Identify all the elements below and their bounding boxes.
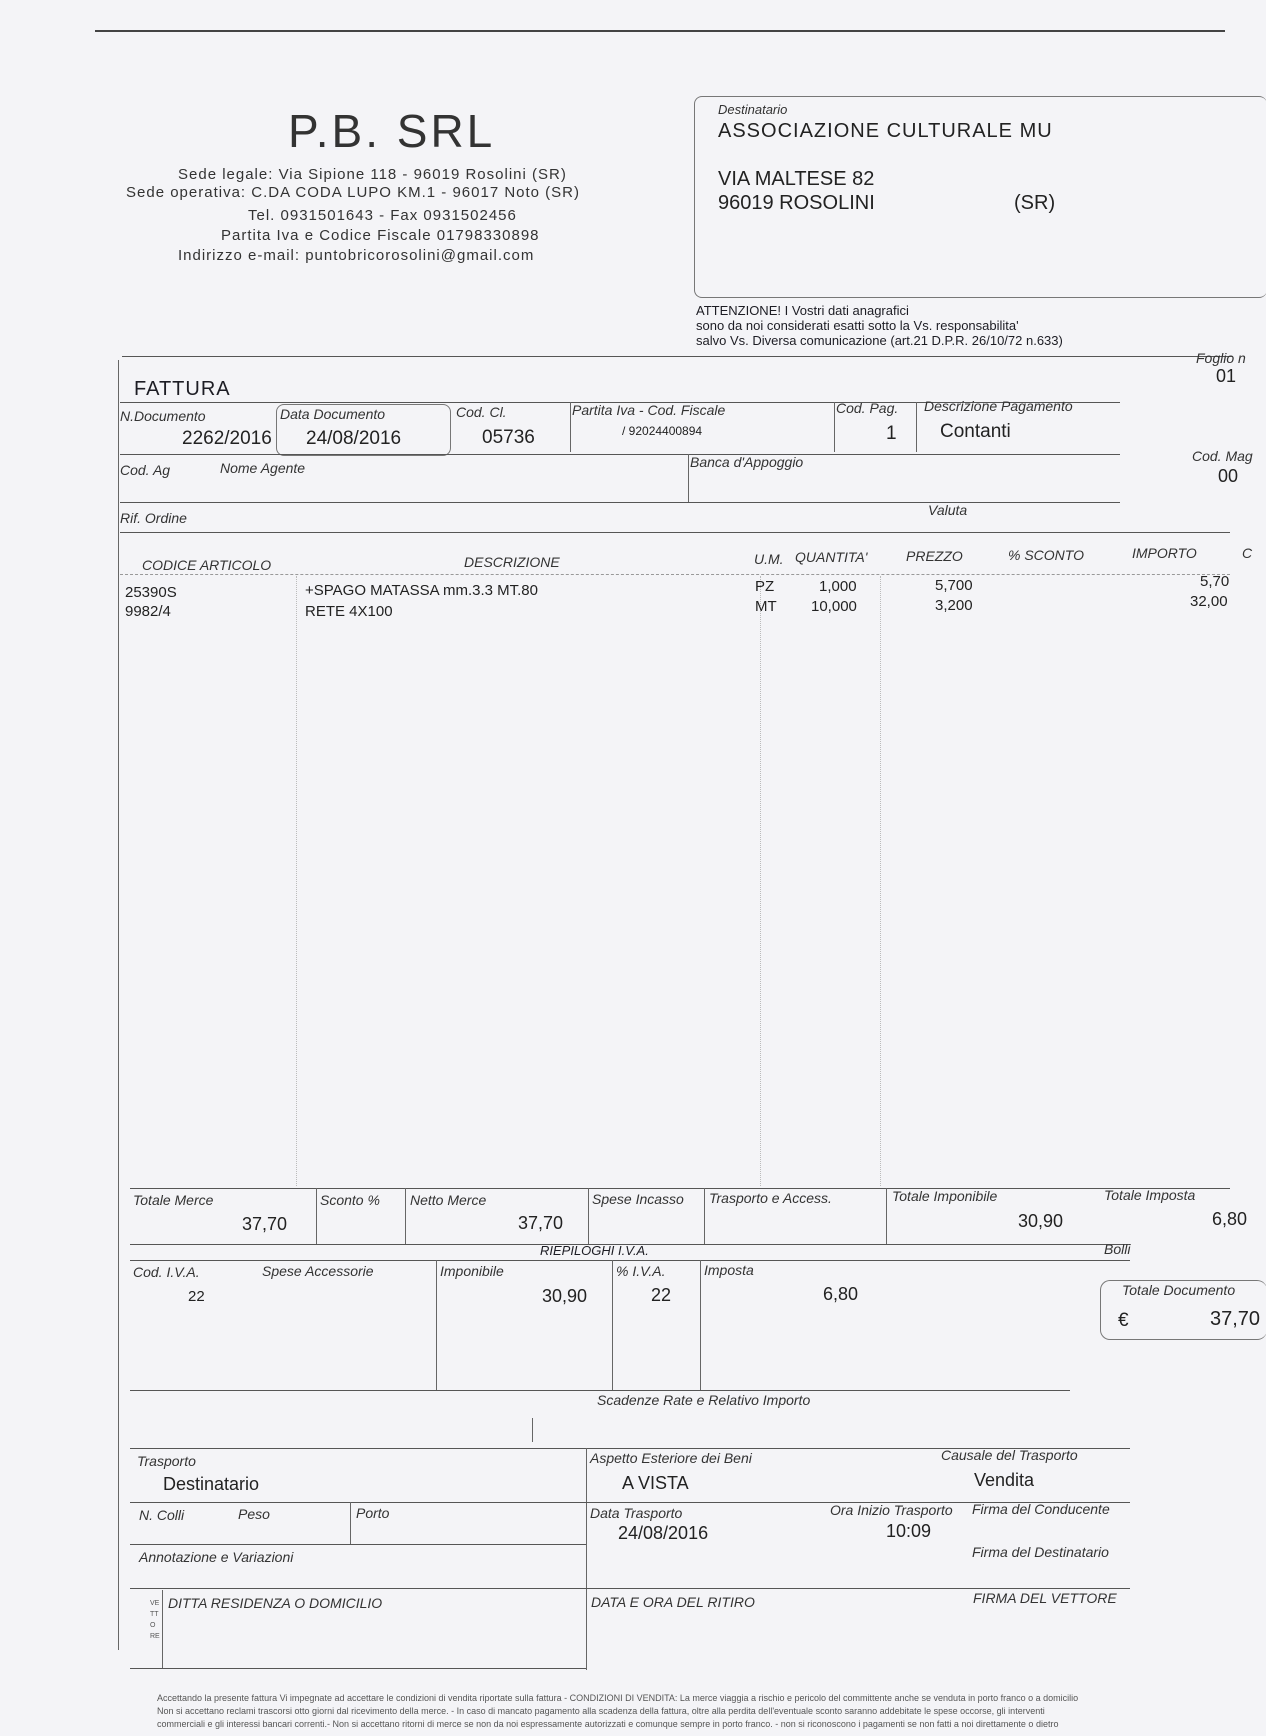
col-header-codice: CODICE ARTICOLO [142,557,272,573]
company-tel-fax: Tel. 0931501643 - Fax 0931502456 [248,207,517,224]
porto-label: Porto [356,1505,390,1521]
items-header-rule [120,574,1230,575]
totals-top-rule [130,1188,1230,1189]
iva-perc-label: % I.V.A. [616,1263,666,1279]
cod-mag: 00 [1218,466,1239,486]
notice-line-1: ATTENZIONE! I Vostri dati anagrafici [696,303,909,318]
company-email: Indirizzo e-mail: puntobricorosolini@gmail.com [178,247,535,264]
footer-conditions-line-2: Non si accettano reclami trascorsi otto giorni dal ricevimento della merce. - In caso di mancato pagamento alla scadenza della fattura, oltre alla perdita dell'eventuale sconto saranno addebitate le spese occorse, gli interventi [157,1706,1045,1716]
destinatario-province: (SR) [1014,192,1056,214]
col-header-importo: IMPORTO [1132,545,1197,561]
ora-inizio: 10:09 [886,1521,932,1541]
company-sede-operativa: Sede operativa: C.DA CODA LUPO KM.1 - 96017 Noto (SR) [126,184,581,201]
totals-divider-5 [886,1188,887,1244]
scadenze-label: Scadenze Rate e Relativo Importo [597,1392,811,1408]
iva-title: RIEPILOGHI I.V.A. [540,1243,649,1258]
totale-imposta-label: Totale Imposta [1104,1187,1196,1203]
cod-iva: 22 [188,1288,205,1305]
totale-merce: 37,70 [242,1214,288,1234]
nome-agente-label: Nome Agente [220,460,306,476]
frame-left-rule [118,360,119,1650]
item-um: PZ [755,578,775,595]
netto-merce: 37,70 [518,1213,564,1233]
desc-pag: Contanti [940,421,1011,442]
iva-perc: 22 [651,1285,672,1305]
doc-date: 24/08/2016 [306,428,402,449]
col-header-descrizione: DESCRIZIONE [464,554,560,570]
totale-documento: 37,70 [1210,1308,1261,1330]
frame-top-rule [122,356,1232,357]
totale-merce-label: Totale Merce [133,1192,214,1208]
destinatario-city: 96019 ROSOLINI [718,192,875,214]
cod-cliente: 05736 [482,427,535,448]
colli-label: N. Colli [139,1507,185,1523]
foglio-label: Foglio n [1196,350,1246,366]
vettore-top-rule [130,1588,1130,1589]
aspetto-label: Aspetto Esteriore dei Beni [590,1450,752,1466]
totals-divider-1 [316,1188,317,1244]
causale-value: Vendita [974,1470,1035,1490]
company-sede-legale: Sede legale: Via Sipione 118 - 96019 Rosolini (SR) [178,166,567,183]
col-header-um: U.M. [754,551,784,567]
col-header-sconto: % SCONTO [1008,547,1084,563]
spese-incasso-label: Spese Incasso [592,1191,684,1207]
causale-label: Causale del Trasporto [941,1447,1078,1463]
totale-imposta: 6,80 [1212,1209,1248,1229]
doc-row-bottom-rule [120,454,1120,455]
firma-conducente-label: Firma del Conducente [972,1501,1110,1517]
destinatario-name: ASSOCIAZIONE CULTURALE MU [718,120,1053,142]
annotazione-label: Annotazione e Variazioni [139,1549,294,1565]
aspetto-value: A VISTA [622,1473,689,1493]
firma-vettore-label: FIRMA DEL VETTORE [973,1590,1117,1606]
cod-mag-label: Cod. Mag [1192,448,1253,464]
item-quantity: 10,000 [811,598,857,615]
cod-cliente-label: Cod. Cl. [456,404,507,420]
totale-documento-label: Totale Documento [1122,1282,1236,1298]
vettore-divider [162,1590,163,1668]
top-rule [95,30,1225,32]
currency-symbol: € [1118,1310,1129,1331]
banca-label: Banca d'Appoggio [690,454,804,470]
document-type: FATTURA [134,378,231,400]
cod-iva-label: Cod. I.V.A. [133,1264,200,1280]
col-header-quantita: QUANTITA' [795,549,868,565]
totale-imponibile-label: Totale Imponibile [892,1188,998,1204]
iva-imposta: 6,80 [823,1284,859,1304]
destinatario-label: Destinatario [718,102,788,117]
cod-pag-label: Cod. Pag. [836,400,899,416]
vettore-vertical-label: VETTORE [150,1600,160,1640]
valuta-label: Valuta [928,502,968,518]
trasporto-access-label: Trasporto e Access. [709,1190,832,1206]
items-col-guide-1 [296,576,297,1186]
ora-inizio-label: Ora Inizio Trasporto [830,1502,953,1518]
transport-divider-main [586,1448,587,1670]
foglio-value: 01 [1216,366,1237,386]
item-code: 9982/4 [125,603,171,620]
cod-agente-label: Cod. Ag [120,462,171,478]
trasporto-label: Trasporto [137,1453,196,1469]
item-amount: 32,00 [1190,593,1228,610]
trasporto-value: Destinatario [163,1474,260,1494]
items-col-guide-3 [880,576,881,1186]
peso-porto-divider [350,1502,351,1544]
footer-conditions-line-1: Accettando la presente fattura Vi impegnate ad accettare le condizioni di vendita riportate sulla fattura - CONDIZIONI DI VENDITA: La merce viaggia a rischio e pericolo del committente anche se venduta in porto franco o a domicilio [157,1693,1079,1703]
desc-pag-label: Descrizione Pagamento [924,398,1073,414]
item-description: +SPAGO MATASSA mm.3.3 MT.80 [305,582,538,599]
totals-divider-3 [588,1188,589,1244]
iva-imposta-label: Imposta [704,1262,754,1278]
iva-header-rule [130,1260,1130,1261]
iva-divider-2 [612,1260,613,1390]
piva-cliente: / 92024400894 [622,424,703,438]
col-header-c: C [1242,545,1253,561]
cod-pag: 1 [886,423,897,444]
doc-divider-1 [570,402,571,452]
doc-divider-3 [916,402,917,452]
item-code: 25390S [125,584,177,601]
peso-label: Peso [238,1506,270,1522]
doc-divider-2 [834,402,835,452]
piva-cliente-label: Partita Iva - Cod. Fiscale [572,402,726,418]
item-quantity: 1,000 [819,578,857,595]
totale-imponibile: 30,90 [1018,1211,1064,1231]
bolli-label: Bolli [1104,1241,1131,1257]
notice-line-2: sono da noi considerati esatti sotto la Vs. responsabilita' [696,318,1019,333]
doc-date-label: Data Documento [280,406,386,422]
item-description: RETE 4X100 [305,603,393,620]
sconto-label: Sconto % [320,1192,380,1208]
data-trasporto-label: Data Trasporto [590,1505,683,1521]
item-price: 5,700 [935,577,973,594]
data-trasporto: 24/08/2016 [618,1523,709,1543]
agent-row-bottom-rule [120,502,1120,503]
spese-accessorie-label: Spese Accessorie [262,1263,374,1279]
totals-divider-4 [704,1188,705,1244]
totals-divider-2 [405,1188,406,1244]
colli-bottom-rule [130,1544,586,1545]
iva-bottom-rule [130,1390,1070,1391]
footer-conditions-line-3: commerciali e gli interessi bancari correnti.- Non si accettano ritorni di merce se non da noi espressamente autorizzati e comunque sempre in porto franco. - non si riconoscono i pagamenti se non fatti a noi direttamente o dietro [157,1719,1059,1729]
rif-ordine-label: Rif. Ordine [120,510,187,526]
item-amount: 5,70 [1200,573,1230,590]
items-top-rule [120,532,1230,533]
company-name: P.B. SRL [288,105,496,157]
iva-divider-3 [700,1260,701,1390]
iva-divider-1 [436,1260,437,1390]
scadenze-divider [532,1418,533,1442]
doc-number: 2262/2016 [182,428,272,449]
iva-imponibile: 30,90 [542,1286,588,1306]
item-price: 3,200 [935,597,973,614]
company-piva: Partita Iva e Codice Fiscale 01798330898 [221,227,540,244]
destinatario-address: VIA MALTESE 82 [718,168,875,190]
data-ora-ritiro-label: DATA E ORA DEL RITIRO [591,1594,755,1610]
iva-imponibile-label: Imponibile [440,1263,504,1279]
firma-destinatario-label: Firma del Destinatario [972,1544,1109,1560]
banca-divider [688,454,689,502]
netto-merce-label: Netto Merce [410,1192,487,1208]
vettore-bottom-rule [130,1668,586,1669]
ditta-residenza-label: DITTA RESIDENZA O DOMICILIO [168,1595,383,1611]
doc-number-label: N.Documento [120,408,206,424]
notice-line-3: salvo Vs. Diversa comunicazione (art.21 D.P.R. 26/10/72 n.633) [696,333,1063,348]
item-um: MT [755,598,777,615]
items-col-guide-2 [760,576,761,1186]
col-header-prezzo: PREZZO [906,548,963,564]
